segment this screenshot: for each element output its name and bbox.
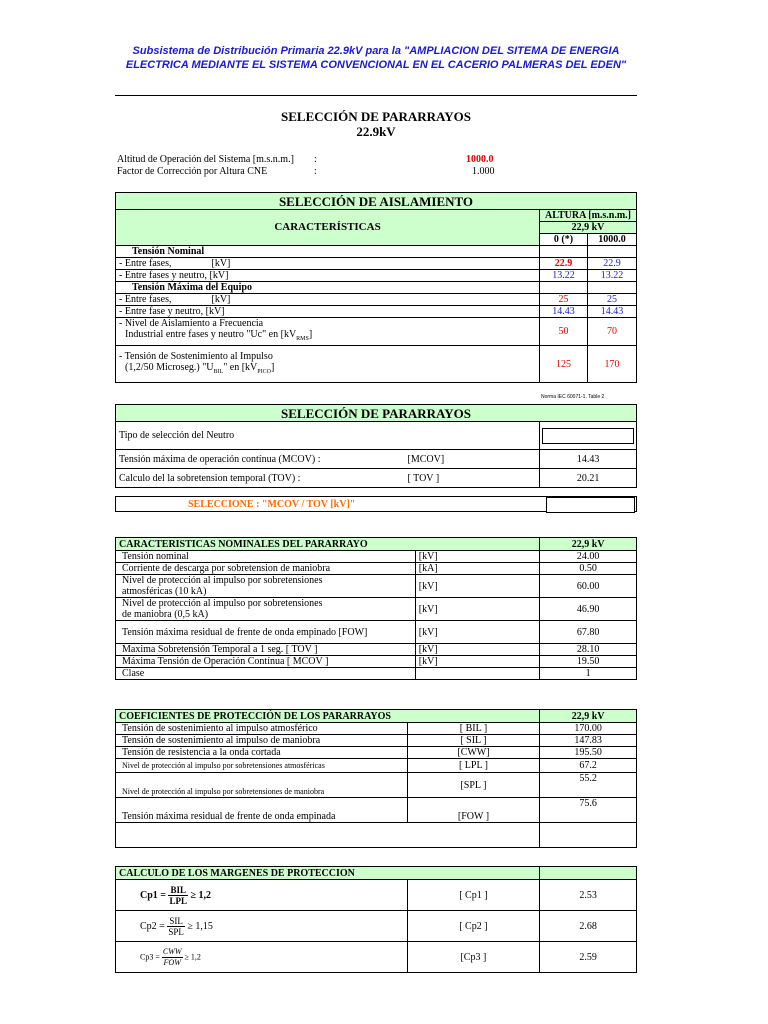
max-entre-fases-v0: 25 [540, 294, 588, 306]
cp1-formula [116, 880, 408, 911]
entre-fases-neutro-v1: 13.22 [588, 270, 637, 282]
margenes-table [115, 866, 637, 973]
nominal-row-3-label-2: de maniobra (0,5 kA) [122, 609, 209, 620]
cp1-rhs: ≥ 1,2 [190, 889, 211, 901]
entre-fases-neutro-label: - Entre fases y neutro, [kV] [116, 270, 540, 282]
entre-fases-unit: [kV] [211, 258, 231, 269]
nominal-row-3-unit: [kV] [415, 598, 540, 621]
nominal-row-4-unit: [kV] [415, 621, 540, 644]
coef-row-3-unit: [ LPL ] [407, 759, 540, 773]
rms-subscript: RMS [296, 336, 309, 342]
nominal-row-3-label-1: Nivel de protección al impulso por sobretensiones [122, 598, 323, 609]
cp1-unit: [ Cp1 ] [407, 880, 540, 911]
mcov-tov-select[interactable] [546, 497, 635, 513]
cp3-rhs: ≥ 1,2 [184, 951, 201, 961]
max-fase-neutro-v0: 14.43 [540, 306, 588, 318]
document-header [115, 44, 637, 72]
nivel-aislamiento-label-1: - Nivel de Aislamiento a Frecuencia [119, 318, 264, 329]
nominal-row-6-value: 19.50 [540, 656, 637, 668]
altura-0: 0 (*) [540, 234, 588, 246]
tov-value: 20.21 [540, 469, 637, 488]
coef-row-5-unit: [FOW ] [407, 798, 540, 823]
cp2-den: SPL [168, 926, 184, 937]
coeficientes-table [115, 709, 637, 848]
header-divider [115, 95, 637, 96]
param-factor-colon: : [314, 166, 317, 177]
max-entre-fases-label: - Entre fases, [119, 294, 172, 305]
nivel-aislamiento-cell [116, 318, 540, 346]
cp1-lhs: Cp1 = [140, 889, 166, 901]
aislamiento-table [115, 192, 637, 383]
nominal-row-4-label: Tensión máxima residual de frente de onda empinado [FOW] [116, 621, 416, 644]
coef-spacer [116, 823, 540, 848]
cp3-num: CWW [162, 946, 182, 956]
nominal-row-4-value: 67.80 [540, 621, 637, 644]
doc-subtitle: 22.9kV [356, 124, 396, 139]
nivel-aislamiento-label-2: Industrial entre fases y neutro "Uc" en [kV [125, 329, 297, 340]
nominales-table [115, 537, 637, 680]
param-factor-label: Factor de Corrección por Altura CNE [117, 166, 268, 177]
coef-row-4-unit: [SPL ] [407, 773, 540, 798]
max-entre-fases-v1: 25 [588, 294, 637, 306]
mcov-unit: [MCOV] [407, 453, 445, 465]
iec-note: Norma IEC 60071-1. Table 2 [541, 394, 605, 400]
max-entre-fases-unit: [kV] [211, 294, 231, 305]
entre-fases-row [116, 258, 540, 270]
aislamiento-title: SELECCIÓN DE AISLAMIENTO [116, 193, 637, 210]
nivel-aislamiento-v0: 50 [540, 318, 588, 346]
neutro-label: Tipo de selección del Neutro [116, 422, 540, 450]
nominal-row-5-unit: [kV] [415, 644, 540, 656]
nominal-row-0-value: 24.00 [540, 551, 637, 563]
coef-row-4-value: 55.2 [540, 773, 637, 798]
coef-row-1-unit: [ SIL ] [407, 735, 540, 747]
coef-row-2-value: 195.50 [540, 747, 637, 759]
nominal-row-2-label-2: atmosféricas (10 kA) [122, 586, 207, 597]
cp3-unit: [Cp3 ] [407, 942, 540, 973]
cp2-value: 2.68 [540, 911, 637, 942]
bil-subscript: BIL [213, 368, 224, 375]
tension-impulso-v0: 125 [540, 346, 588, 383]
cp3-lhs: Cp3 = [140, 951, 160, 961]
altura-header: ALTURA [m.s.n.m.] [540, 210, 637, 222]
pararrayos-title: SELECCIÓN DE PARARRAYOS [116, 405, 637, 422]
neutro-select[interactable] [542, 428, 634, 444]
nominal-row-3-value: 46.90 [540, 598, 637, 621]
tension-impulso-label-2: (1,2/50 Microseg.) "U [125, 361, 214, 373]
nominal-row-2-cell [116, 575, 416, 598]
nominal-row-7-label: Clase [116, 668, 416, 680]
cp2-num: SIL [167, 916, 185, 927]
entre-fases-v1: 22.9 [588, 258, 637, 270]
tension-impulso-cell [116, 346, 540, 383]
nivel-aislamiento-v1: 70 [588, 318, 637, 346]
coef-row-1-value: 147.83 [540, 735, 637, 747]
caracteristicas-header: CARACTERÍSTICAS [116, 210, 540, 246]
nominal-row-5-label: Maxima Sobretensión Temporal a 1 seg. [ TOV ] [116, 644, 416, 656]
nominal-row-1-unit: [kA] [415, 563, 540, 575]
cp2-formula [116, 911, 408, 942]
mcov-value: 14.43 [540, 450, 637, 469]
nominal-row-7-unit [415, 668, 540, 680]
entre-fases-label: - Entre fases, [119, 258, 172, 269]
mcov-label: Tensión máxima de operación contínua (MCOV) : [119, 453, 321, 465]
tov-unit: [ TOV ] [407, 472, 440, 484]
coef-row-2-unit: [CWW] [407, 747, 540, 759]
cp2-rhs: ≥ 1,15 [187, 920, 213, 932]
nominal-row-3-cell [116, 598, 416, 621]
tension-impulso-label-3: " en [kV [223, 361, 258, 373]
coef-row-3-label: Nivel de protección al impulso por sobretensiones atmosféricas [116, 759, 408, 773]
tension-impulso-bracket: ] [270, 361, 275, 373]
tension-impulso-v1: 170 [588, 346, 637, 383]
nivel-aislamiento-bracket: ] [308, 329, 313, 340]
nominal-row-0-label: Tensión nominal [116, 551, 416, 563]
nominal-row-0-unit: [kV] [415, 551, 540, 563]
param-altitud-colon: : [314, 154, 317, 165]
cp2-unit: [ Cp2 ] [407, 911, 540, 942]
cp2-lhs: Cp2 = [140, 920, 165, 932]
coef-row-0-value: 170.00 [540, 723, 637, 735]
tension-impulso-label-1: - Tensión de Sostenimiento al Impulso [119, 350, 273, 362]
doc-title: SELECCIÓN DE PARARRAYOS [281, 109, 471, 124]
coef-row-3-value: 67.2 [540, 759, 637, 773]
tension-nominal-subheader: Tensión Nominal [116, 246, 540, 258]
header-line-2: ELECTRICA MEDIANTE EL SISTEMA CONVENCIONAL EN EL CACERIO PALMERAS DEL EDEN" [125, 59, 627, 71]
param-altitud-label: Altitud de Operación del Sistema [m.s.n.m.] [117, 154, 294, 165]
entre-fases-v0[interactable]: 22.9 [540, 258, 588, 270]
cp1-den: LPL [169, 895, 187, 906]
max-entre-fases-row [116, 294, 540, 306]
kv-header: 22,9 kV [540, 222, 637, 234]
nominal-row-6-label: Máxima Tensión de Operación Contínua [ MCOV ] [116, 656, 416, 668]
param-altitud-value[interactable]: 1000.0 [466, 154, 494, 165]
cp3-value: 2.59 [540, 942, 637, 973]
nominal-row-2-value: 60.00 [540, 575, 637, 598]
tension-maxima-subheader: Tensión Máxima del Equipo [116, 282, 540, 294]
nominal-row-6-unit: [kV] [415, 656, 540, 668]
nominal-row-1-label: Corriente de descarga por sobretension de maniobra [116, 563, 416, 575]
nominal-row-7-value: 1 [540, 668, 637, 680]
nominal-row-5-value: 28.10 [540, 644, 637, 656]
altura-1000: 1000.0 [588, 234, 637, 246]
cp1-value: 2.53 [540, 880, 637, 911]
max-fase-neutro-label: - Entre fase y neutro, [kV] [116, 306, 540, 318]
margenes-title: CALCULO DE LOS MARGENES DE PROTECCION [116, 867, 540, 880]
param-factor-value: 1.000 [472, 166, 495, 177]
nominales-kv: 22,9 kV [540, 538, 637, 551]
coef-row-5-value: 75.6 [540, 798, 637, 823]
max-fase-neutro-v1: 14.43 [588, 306, 637, 318]
coef-row-0-unit: [ BIL ] [407, 723, 540, 735]
coef-row-0-label: Tensión de sostenimiento al impulso atmosférico [116, 723, 408, 735]
coef-row-1-label: Tensión de sostenimiento al impulso de maniobra [116, 735, 408, 747]
coef-row-5-label: Tensión máxima residual de frente de onda empinada [116, 798, 408, 823]
pico-subscript: PICO [257, 368, 271, 375]
cp1-num: BIL [170, 884, 186, 895]
mcov-row [116, 450, 540, 469]
nominal-row-1-value: 0.50 [540, 563, 637, 575]
header-line-1: Subsistema de Distribución Primaria 22.9kV para la "AMPLIACION DEL SITEMA DE ENERGIA [132, 45, 620, 57]
nominal-row-2-unit: [kV] [415, 575, 540, 598]
nominal-row-2-label-1: Nivel de protección al impulso por sobretensiones [122, 575, 323, 586]
seleccione-label: SELECCIONE : "MCOV / TOV [kV]" [188, 499, 356, 510]
coef-row-2-label: Tensión de resistencia a la onda cortada [116, 747, 408, 759]
coeficientes-kv: 22,9 kV [540, 710, 637, 723]
pararrayos-table [115, 404, 637, 488]
cp3-formula [116, 942, 408, 973]
cp3-den: FOW [163, 957, 181, 967]
entre-fases-neutro-v0: 13.22 [540, 270, 588, 282]
nominales-title: CARACTERISTICAS NOMINALES DEL PARARRAYO [116, 538, 540, 551]
seleccione-bar [115, 496, 637, 512]
tov-label: Calculo del la sobretension temporal (TOV) : [119, 472, 301, 484]
coef-row-4-label: Nivel de protección al impulso por sobretensiones de maniobra [116, 773, 408, 798]
coeficientes-title: COEFICIENTES DE PROTECCIÓN DE LOS PARARRAYOS [116, 710, 540, 723]
tov-row [116, 469, 540, 488]
